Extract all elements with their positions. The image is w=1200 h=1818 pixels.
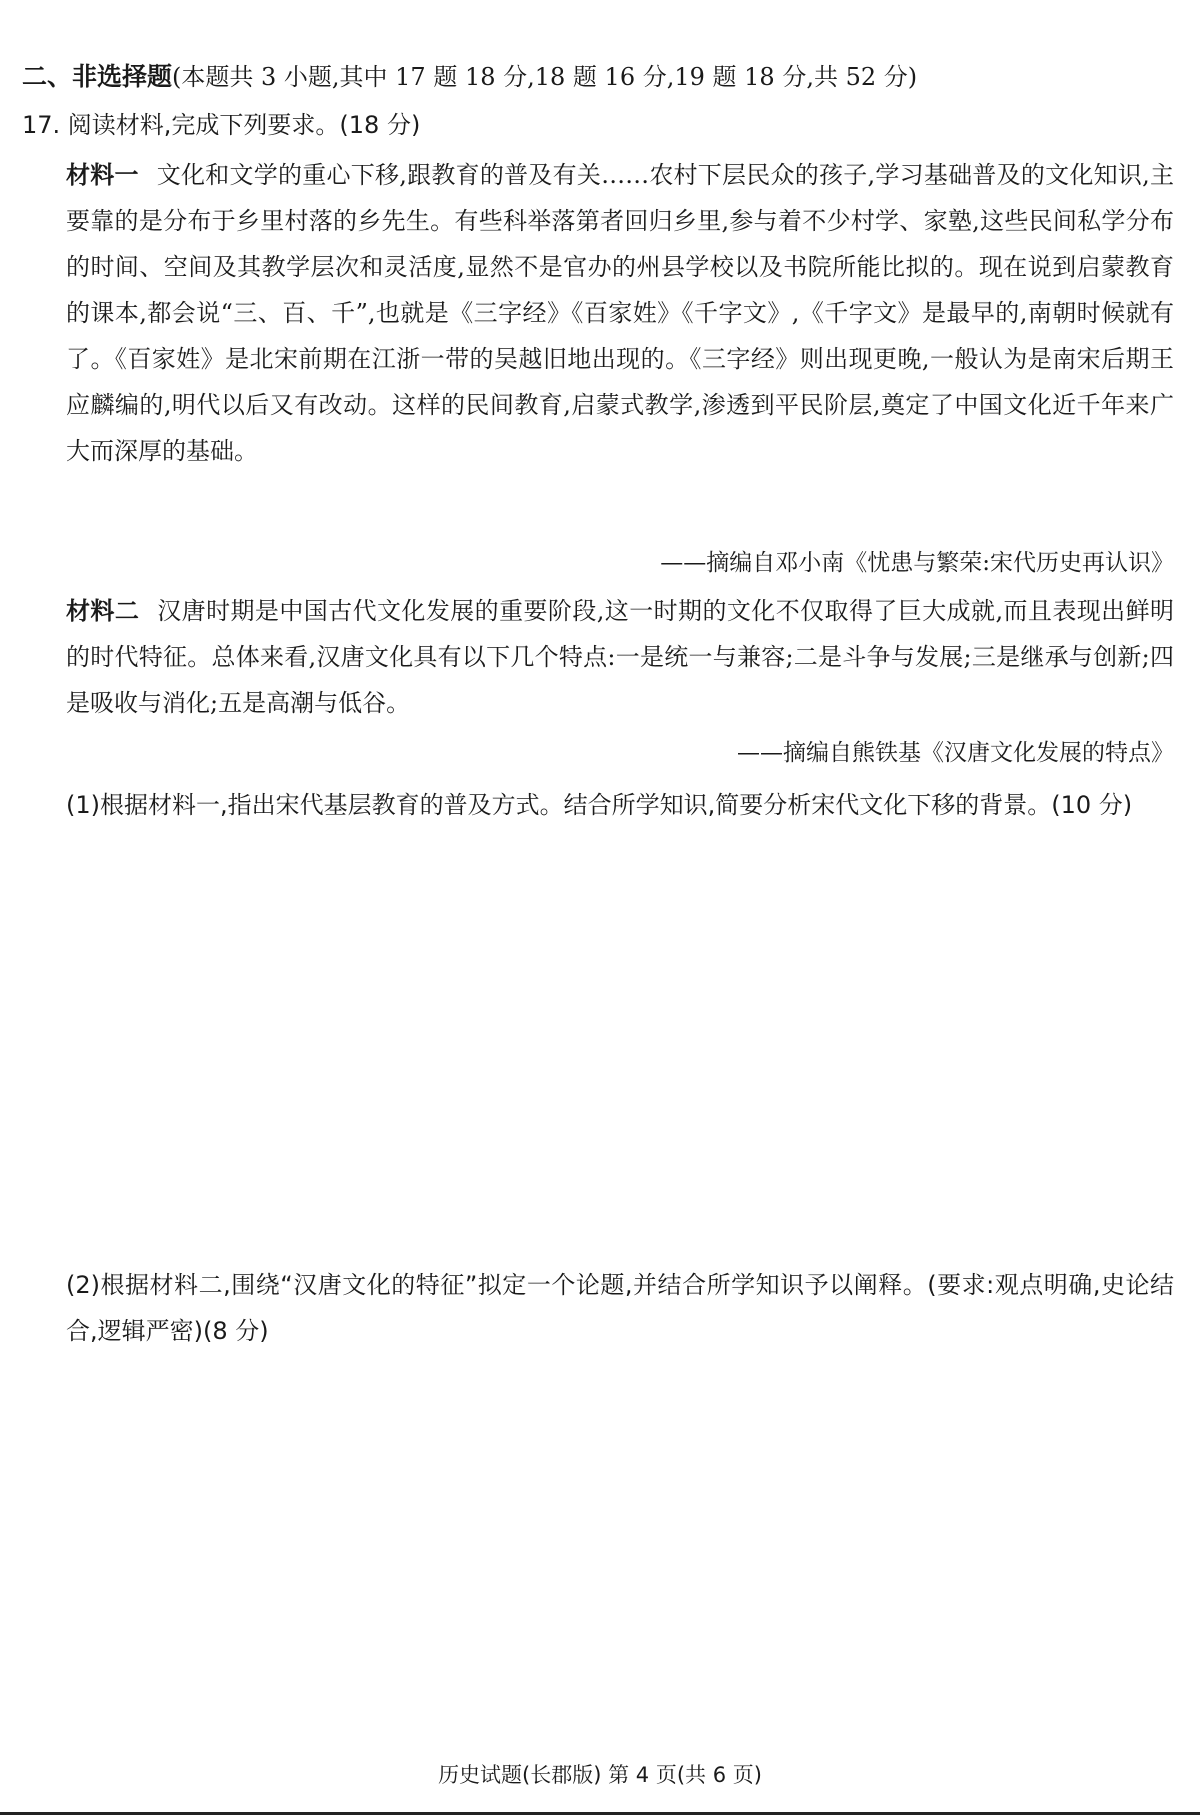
section-header <box>22 60 1172 94</box>
question-17-title: 17. 阅读材料,完成下列要求。(18 分) <box>22 111 421 139</box>
material-1-source: ——摘编自邓小南《忧患与繁荣:宋代历史再认识》 <box>660 550 1174 576</box>
material-1-label: 材料一 <box>66 161 139 189</box>
material-1 <box>66 152 1174 474</box>
material-2-source: ——摘编自熊铁基《汉唐文化发展的特点》 <box>737 740 1174 766</box>
material-2-text: 汉唐时期是中国古代文化发展的重要阶段,这一时期的文化不仅取得了巨大成就,而且表现出鲜明的时代特征。总体来看,汉唐文化具有以下几个特点:一是统一与兼容;二是斗争与发展;三是继承与创新;四是吸收与消化;五是高潮与低谷。 <box>66 597 1174 717</box>
bottom-rule <box>0 1812 1200 1815</box>
material-2 <box>66 588 1174 726</box>
sub-question-2: (2)根据材料二,围绕“汉唐文化的特征”拟定一个论题,并结合所学知识予以阐释。(要求:观点明确,史论结合,逻辑严密)(8 分) <box>66 1271 1174 1345</box>
material-2-label: 材料二 <box>66 597 140 625</box>
answer-area-1[interactable] <box>66 880 1174 1250</box>
sub-question-1: (1)根据材料一,指出宋代基层教育的普及方式。结合所学知识,简要分析宋代文化下移的背景。(10 分) <box>66 791 1133 819</box>
answer-area-2[interactable] <box>66 1360 1174 1740</box>
section-title: 二、非选择题 <box>22 62 173 91</box>
page-footer: 历史试题(长郡版) 第 4 页(共 6 页) <box>438 1763 762 1787</box>
material-1-text: 文化和文学的重心下移,跟教育的普及有关……农村下层民众的孩子,学习基础普及的文化知识,主要靠的是分布于乡里村落的乡先生。有些科举落第者回归乡里,参与着不少村学、家塾,这些民间私学分布的时间、空间及其教学层次和灵活度,显然不是官办的州县学校以及书院所能比拟的。现在说到启蒙教育的课本,都会说“三、百、千”,也就是《三字经》《百家姓》《千字文》,《千字文》是最早的,南朝时候就有了。《百家姓》是北宋前期在江浙一带的吴越旧地出现的。《三字经》则出现更晚,一般认为是南宋后期王应麟编的,明代以后又有改动。这样的民间教育,启蒙式教学,渗透到平民阶层,奠定了中国文化近千年来广大而深厚的基础。 <box>66 161 1175 465</box>
section-note: (本题共 3 小题,其中 17 题 18 分,18 题 16 分,19 题 18 分,共 52 分) <box>172 63 918 91</box>
